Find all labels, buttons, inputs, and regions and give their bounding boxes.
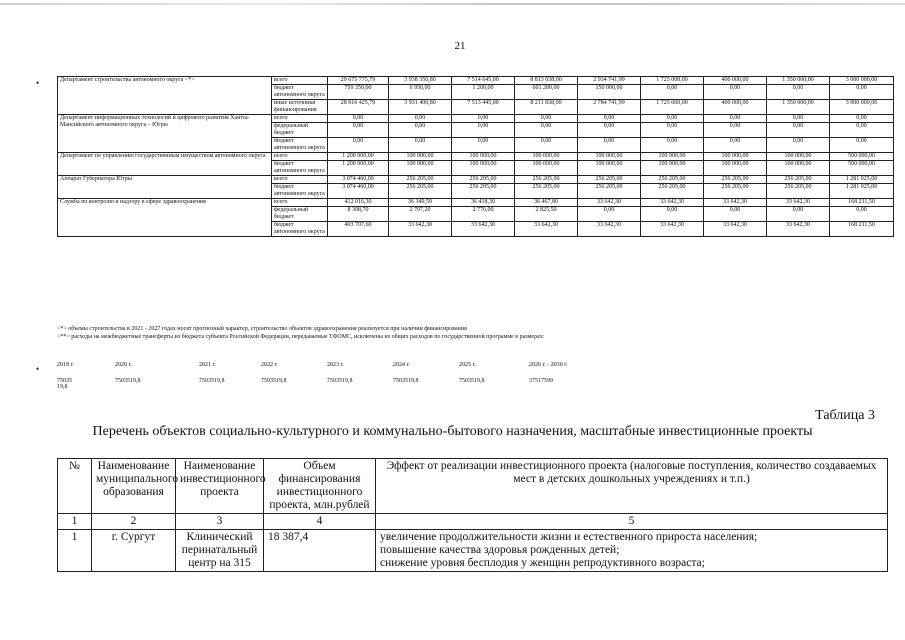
year-label: 2022 г. [261, 362, 278, 368]
amount-cell: 2 784 741,99 [578, 100, 641, 115]
row-num: 1 [58, 530, 92, 572]
funding-source-label: всего [272, 199, 328, 207]
amount-cell: 0,00 [328, 123, 389, 138]
amount-cell: 100 000,00 [515, 161, 578, 176]
amount-cell: 0,00 [389, 115, 452, 123]
year-amount: 37517599 [529, 378, 553, 384]
amount-cell: 0,00 [578, 207, 641, 222]
amount-cell: 36 467,80 [515, 199, 578, 207]
amount-cell: 150 000,00 [578, 85, 641, 100]
amount-cell: 0,00 [704, 207, 767, 222]
col-number: 5 [376, 514, 888, 530]
amount-cell: 500 000,00 [830, 153, 894, 161]
scan-artifact-line [0, 3, 905, 5]
footnotes [57, 326, 577, 341]
year-amount: 7503519,8 [199, 378, 225, 384]
table-row [58, 77, 894, 85]
year-label: 2023 г. [327, 362, 344, 368]
amount-cell: 1 281 025,00 [830, 184, 894, 199]
amount-cell: 403 707,60 [328, 222, 389, 237]
table-row [58, 530, 888, 572]
amount-cell: 256 205,00 [767, 176, 830, 184]
year-amount: 75035 19,8 [57, 378, 72, 390]
amount-cell: 1 200,00 [452, 85, 515, 100]
amount-cell: 28 916 425,79 [328, 100, 389, 115]
amount-cell: 0,00 [830, 207, 894, 222]
amount-cell: 256 205,00 [641, 184, 704, 199]
funding-source-label: бюджет автономного округа [272, 85, 328, 100]
column-number-row [58, 514, 888, 530]
header-amount: Объем финансирования инвестиционного проекта, млн.рублей [264, 459, 376, 514]
department-name: Департамент информационных технологий и цифрового развития Ханты-Мансийского автономного округа – Югры [58, 115, 272, 153]
amount-cell: 256 205,00 [452, 176, 515, 184]
table-row [58, 115, 894, 123]
amount-cell: 100 000,00 [389, 153, 452, 161]
amount-cell: 0,00 [578, 115, 641, 123]
amount-cell: 36 418,30 [452, 199, 515, 207]
funding-source-label: бюджет автономного округа [272, 222, 328, 237]
amount-cell: 0,00 [767, 123, 830, 138]
amount-cell: 7 514 645,00 [452, 77, 515, 85]
amount-cell: 100 000,00 [641, 153, 704, 161]
amount-cell: 33 642,30 [704, 199, 767, 207]
amount-cell: 0,00 [328, 138, 389, 153]
amount-cell: 256 205,00 [452, 184, 515, 199]
amount-cell: 0,00 [452, 138, 515, 153]
row-municipality: г. Сургут [92, 530, 176, 572]
amount-cell: 0,00 [641, 123, 704, 138]
table-row [58, 176, 894, 184]
amount-cell: 1 200 000,00 [328, 161, 389, 176]
amount-cell: 8 211 838,00 [515, 100, 578, 115]
amount-cell: 100 000,00 [452, 161, 515, 176]
amount-cell: 0,00 [767, 138, 830, 153]
amount-cell: 256 205,00 [641, 176, 704, 184]
amount-cell: 256 205,00 [578, 184, 641, 199]
amount-cell: 168 211,50 [830, 222, 894, 237]
financing-table [57, 76, 894, 237]
amount-cell: 0,00 [389, 123, 452, 138]
amount-cell: 3 931 400,80 [389, 100, 452, 115]
amount-cell: 7 513 445,00 [452, 100, 515, 115]
footnote-2: <**> расходы на межбюджетные трансферты из бюджета субъекта Российской Федерации, передаваемые ТФОМС, исключены из общих расходов по государственной программе в размерах: [57, 333, 545, 340]
amount-cell: 1 725 000,00 [641, 77, 704, 85]
amount-cell: 256 205,00 [767, 184, 830, 199]
amount-cell: 0,00 [328, 115, 389, 123]
amount-cell: 100 000,00 [704, 153, 767, 161]
table-header-row [58, 459, 888, 514]
amount-cell: 256 205,00 [389, 176, 452, 184]
year-label: 2019 г. [57, 362, 74, 368]
amount-cell: 6 950,00 [389, 85, 452, 100]
amount-cell: 0,00 [452, 115, 515, 123]
amount-cell: 0,00 [641, 85, 704, 100]
year-amount: 7503519,8 [459, 378, 485, 384]
row-amount: 18 387,4 [264, 530, 376, 572]
col-number: 2 [92, 514, 176, 530]
department-name: Департамент по управлению государственным имуществом автономного округа [58, 153, 272, 176]
amount-cell: 256 205,00 [578, 176, 641, 184]
amount-cell: 0,00 [641, 115, 704, 123]
amount-cell: 0,00 [704, 123, 767, 138]
amount-cell: 1 350 000,00 [767, 77, 830, 85]
amount-cell: 0,00 [767, 85, 830, 100]
amount-cell: 36 349,50 [389, 199, 452, 207]
col-number: 3 [176, 514, 264, 530]
effect-line: повышение качества здоровья рожденных детей; [380, 544, 620, 556]
tfoms-exclusions-by-year [57, 362, 597, 400]
amount-cell: 33 642,30 [389, 222, 452, 237]
amount-cell: 33 642,30 [704, 222, 767, 237]
year-label: 2024 г. [393, 362, 410, 368]
amount-cell: 412 016,30 [328, 199, 389, 207]
amount-cell: 601 200,00 [515, 85, 578, 100]
funding-source-label: бюджет автономного округа [272, 138, 328, 153]
amount-cell: 0,00 [767, 115, 830, 123]
investment-projects-table [57, 458, 888, 572]
amount-cell: 400 000,00 [704, 77, 767, 85]
amount-cell: 0,00 [830, 85, 894, 100]
amount-cell: 33 642,30 [767, 199, 830, 207]
amount-cell: 0,00 [389, 138, 452, 153]
amount-cell: 0,00 [515, 123, 578, 138]
amount-cell: 100 000,00 [389, 161, 452, 176]
funding-source-label: всего [272, 115, 328, 123]
amount-cell: 0,00 [578, 123, 641, 138]
amount-cell: 256 205,00 [515, 184, 578, 199]
amount-cell: 0,00 [641, 138, 704, 153]
amount-cell: 100 000,00 [452, 153, 515, 161]
department-name: Служба по контролю и надзору в сфере здравоохранения [58, 199, 272, 237]
col-number: 1 [58, 514, 92, 530]
header-project: Наименование инвестиционного проекта [176, 459, 264, 514]
amount-cell: 3 938 350,80 [389, 77, 452, 85]
amount-cell: 0,00 [641, 207, 704, 222]
department-name: Департамент строительства автономного округа <*> [58, 77, 272, 115]
amount-cell: 33 642,30 [578, 199, 641, 207]
amount-cell: 1 200 000,00 [328, 153, 389, 161]
amount-cell: 0,00 [830, 138, 894, 153]
amount-cell: 2 825,50 [515, 207, 578, 222]
amount-cell: 400 000,00 [704, 100, 767, 115]
year-amount: 7503519,8 [327, 378, 353, 384]
amount-cell: 3 000 000,00 [830, 77, 894, 85]
amount-cell: 33 642,30 [578, 222, 641, 237]
amount-cell: 0,00 [578, 138, 641, 153]
amount-cell: 1 725 000,00 [641, 100, 704, 115]
funding-source-label: бюджет автономного округа [272, 161, 328, 176]
margin-dot: • [36, 78, 40, 88]
header-num: № [58, 459, 92, 514]
amount-cell: 3 074 460,00 [328, 176, 389, 184]
header-effect: Эффект от реализации инвестиционного проекта (налоговые поступления, количество создаваемых мест в детских дошкольных учреждениях и т.п.) [376, 459, 888, 514]
amount-cell: 256 205,00 [704, 176, 767, 184]
table-title: Перечень объектов социально-культурного и коммунально-бытового назначения, масштабные инвестиционные проекты [92, 424, 813, 439]
amount-cell: 0,00 [515, 138, 578, 153]
funding-source-label: всего [272, 176, 328, 184]
amount-cell: 256 205,00 [515, 176, 578, 184]
amount-cell: 759 350,00 [328, 85, 389, 100]
col-number: 4 [264, 514, 376, 530]
amount-cell: 0,00 [704, 138, 767, 153]
year-amount: 7503519,8 [261, 378, 287, 384]
effect-line: увеличение продолжительности жизни и естественного прироста населения; [380, 531, 758, 543]
amount-cell: 1 281 025,00 [830, 176, 894, 184]
table-label: Таблица 3 [815, 408, 875, 423]
department-name: Аппарат Губернатора Югры [58, 176, 272, 199]
amount-cell: 2 776,00 [452, 207, 515, 222]
header-municipality: Наименование муниципального образования [92, 459, 176, 514]
amount-cell: 256 205,00 [389, 184, 452, 199]
amount-cell: 0,00 [830, 123, 894, 138]
amount-cell: 0,00 [704, 85, 767, 100]
amount-cell: 100 000,00 [578, 153, 641, 161]
amount-cell: 0,00 [704, 115, 767, 123]
margin-dot: • [36, 364, 40, 374]
amount-cell: 100 000,00 [767, 161, 830, 176]
amount-cell: 100 000,00 [641, 161, 704, 176]
amount-cell: 33 642,30 [515, 222, 578, 237]
amount-cell: 2 707,20 [389, 207, 452, 222]
table-row [58, 153, 894, 161]
amount-cell: 33 642,30 [452, 222, 515, 237]
amount-cell: 33 642,30 [641, 199, 704, 207]
year-label: 2026 г. - 2030 г. [529, 362, 568, 368]
amount-cell: 33 642,30 [641, 222, 704, 237]
funding-source-label: федеральный бюджет [272, 207, 328, 222]
amount-cell: 0,00 [515, 115, 578, 123]
amount-cell: 100 000,00 [515, 153, 578, 161]
amount-cell: 33 642,30 [767, 222, 830, 237]
amount-cell: 0,00 [767, 207, 830, 222]
amount-cell: 1 350 000,00 [767, 100, 830, 115]
row-effects [376, 530, 888, 572]
year-label: 2021 г. [199, 362, 216, 368]
funding-source-label: иные источники финансирования [272, 100, 328, 115]
amount-cell: 256 205,00 [704, 184, 767, 199]
funding-source-label: федеральный бюджет [272, 123, 328, 138]
amount-cell: 29 675 775,79 [328, 77, 389, 85]
amount-cell: 100 000,00 [767, 153, 830, 161]
amount-cell: 168 211,50 [830, 199, 894, 207]
funding-source-label: всего [272, 77, 328, 85]
effect-line: снижение уровня бесплодия у женщин репродуктивного возраста; [380, 557, 705, 569]
year-label: 2025 г. [459, 362, 476, 368]
year-label: 2020 г. [115, 362, 132, 368]
year-amount: 7503519,8 [115, 378, 141, 384]
amount-cell: 100 000,00 [704, 161, 767, 176]
funding-source-label: бюджет автономного округа [272, 184, 328, 199]
footnote-1: <*> объемы строительства в 2021 - 2027 годах носят прогнозный характер, строительство объектов здравоохранения реализуется при наличии финансирования [57, 326, 467, 332]
amount-cell: 2 934 741,99 [578, 77, 641, 85]
amount-cell: 3 000 000,00 [830, 100, 894, 115]
amount-cell: 3 074 460,00 [328, 184, 389, 199]
amount-cell: 100 000,00 [578, 161, 641, 176]
amount-cell: 0,00 [830, 115, 894, 123]
row-project: Клинический перинатальный центр на 315 [176, 530, 264, 572]
funding-source-label: всего [272, 153, 328, 161]
year-amount: 7503519,8 [393, 378, 419, 384]
amount-cell: 500 000,00 [830, 161, 894, 176]
table-row [58, 199, 894, 207]
page-number: 21 [454, 40, 466, 52]
amount-cell: 0,00 [452, 123, 515, 138]
amount-cell: 8 308,70 [328, 207, 389, 222]
amount-cell: 8 813 038,00 [515, 77, 578, 85]
